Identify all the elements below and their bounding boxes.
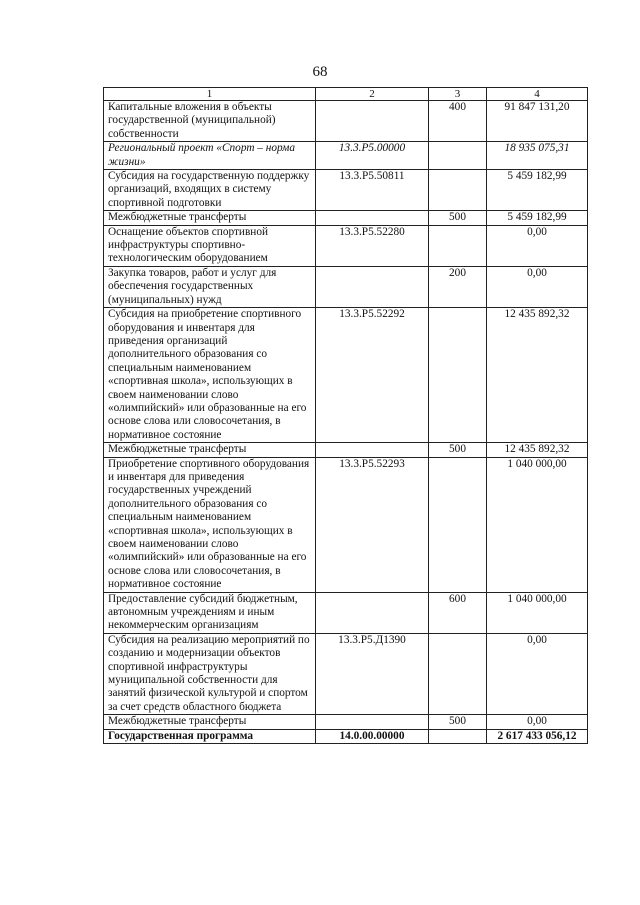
- row-code: 14.0.00.00000: [316, 729, 429, 743]
- row-amount: 91 847 131,20: [487, 101, 588, 142]
- row-expense-type: [429, 457, 487, 592]
- row-code: [316, 101, 429, 142]
- row-name: Субсидия на реализацию мероприятий по созданию и модернизации объектов спортивной инфраструктуры муниципальной собственности для занятий физической культурой и спортом за счет средств областного бюджета: [104, 633, 316, 714]
- row-name: Субсидия на приобретение спортивного оборудования и инвентаря для приведения организаций дополнительного образования со специальным наименованием «спортивная школа», использующих в своем наименовании слово «олимпийский» или образованные на его основе слова или словосочетания, в нормативное состояние: [104, 308, 316, 443]
- row-name: Предоставление субсидий бюджетным, автономным учреждениям и иным некоммерческим организациям: [104, 592, 316, 633]
- row-name: Межбюджетные трансферты: [104, 443, 316, 457]
- row-amount: 0,00: [487, 715, 588, 729]
- column-header-3: 3: [429, 88, 487, 101]
- column-header-1: 1: [104, 88, 316, 101]
- row-code: [316, 211, 429, 225]
- row-expense-type: 200: [429, 266, 487, 307]
- table-row: [104, 457, 588, 592]
- table-row: [104, 729, 588, 743]
- row-expense-type: [429, 225, 487, 266]
- table-row: [104, 633, 588, 714]
- row-code: 13.3.Р5.52292: [316, 308, 429, 443]
- row-code: 13.3.Р5.Д1390: [316, 633, 429, 714]
- table-row: [104, 142, 588, 170]
- row-name: Субсидия на государственную поддержку организаций, входящих в систему спортивной подготовки: [104, 170, 316, 211]
- row-amount: 5 459 182,99: [487, 170, 588, 211]
- table-row: [104, 443, 588, 457]
- row-name: Межбюджетные трансферты: [104, 715, 316, 729]
- row-amount: 2 617 433 056,12: [487, 729, 588, 743]
- row-expense-type: [429, 633, 487, 714]
- row-code: 13.3.Р5.52293: [316, 457, 429, 592]
- row-expense-type: 500: [429, 715, 487, 729]
- row-code: 13.3.Р5.52280: [316, 225, 429, 266]
- row-code: [316, 592, 429, 633]
- row-name: Оснащение объектов спортивной инфраструктуры спортивно-технологическим оборудованием: [104, 225, 316, 266]
- row-amount: 12 435 892,32: [487, 308, 588, 443]
- row-expense-type: [429, 308, 487, 443]
- row-name: Капитальные вложения в объекты государственной (муниципальной) собственности: [104, 101, 316, 142]
- row-expense-type: 500: [429, 443, 487, 457]
- row-code: [316, 715, 429, 729]
- row-amount: 12 435 892,32: [487, 443, 588, 457]
- row-expense-type: 500: [429, 211, 487, 225]
- row-expense-type: [429, 142, 487, 170]
- column-header-4: 4: [487, 88, 588, 101]
- row-name: Государственная программа: [104, 729, 316, 743]
- row-expense-type: 400: [429, 101, 487, 142]
- table-row: [104, 101, 588, 142]
- table-row: [104, 715, 588, 729]
- row-amount: 1 040 000,00: [487, 592, 588, 633]
- page-number: 68: [312, 64, 328, 80]
- table-row: [104, 592, 588, 633]
- row-name: Межбюджетные трансферты: [104, 211, 316, 225]
- row-code: [316, 266, 429, 307]
- row-code: [316, 443, 429, 457]
- row-amount: 0,00: [487, 633, 588, 714]
- table-header-row: [104, 88, 588, 101]
- column-header-2: 2: [316, 88, 429, 101]
- row-expense-type: 600: [429, 592, 487, 633]
- row-amount: 5 459 182,99: [487, 211, 588, 225]
- row-amount: 1 040 000,00: [487, 457, 588, 592]
- row-name: Приобретение спортивного оборудования и инвентаря для приведения государственных учреждений дополнительного образования со специальным наименованием «спортивная школа», использующих в своем наименовании слово «олимпийский» или образованные на его основе слова или словосочетания, в нормативное состояние: [104, 457, 316, 592]
- row-name: Региональный проект «Спорт – норма жизни»: [104, 142, 316, 170]
- row-code: 13.3.Р5.50811: [316, 170, 429, 211]
- table-row: [104, 225, 588, 266]
- row-code: 13.3.Р5.00000: [316, 142, 429, 170]
- table-row: [104, 211, 588, 225]
- row-amount: 0,00: [487, 225, 588, 266]
- row-expense-type: [429, 729, 487, 743]
- table-row: [104, 170, 588, 211]
- row-amount: 0,00: [487, 266, 588, 307]
- budget-table: [103, 87, 588, 744]
- table-row: [104, 308, 588, 443]
- row-amount: 18 935 075,31: [487, 142, 588, 170]
- row-name: Закупка товаров, работ и услуг для обеспечения государственных (муниципальных) нужд: [104, 266, 316, 307]
- table-row: [104, 266, 588, 307]
- row-expense-type: [429, 170, 487, 211]
